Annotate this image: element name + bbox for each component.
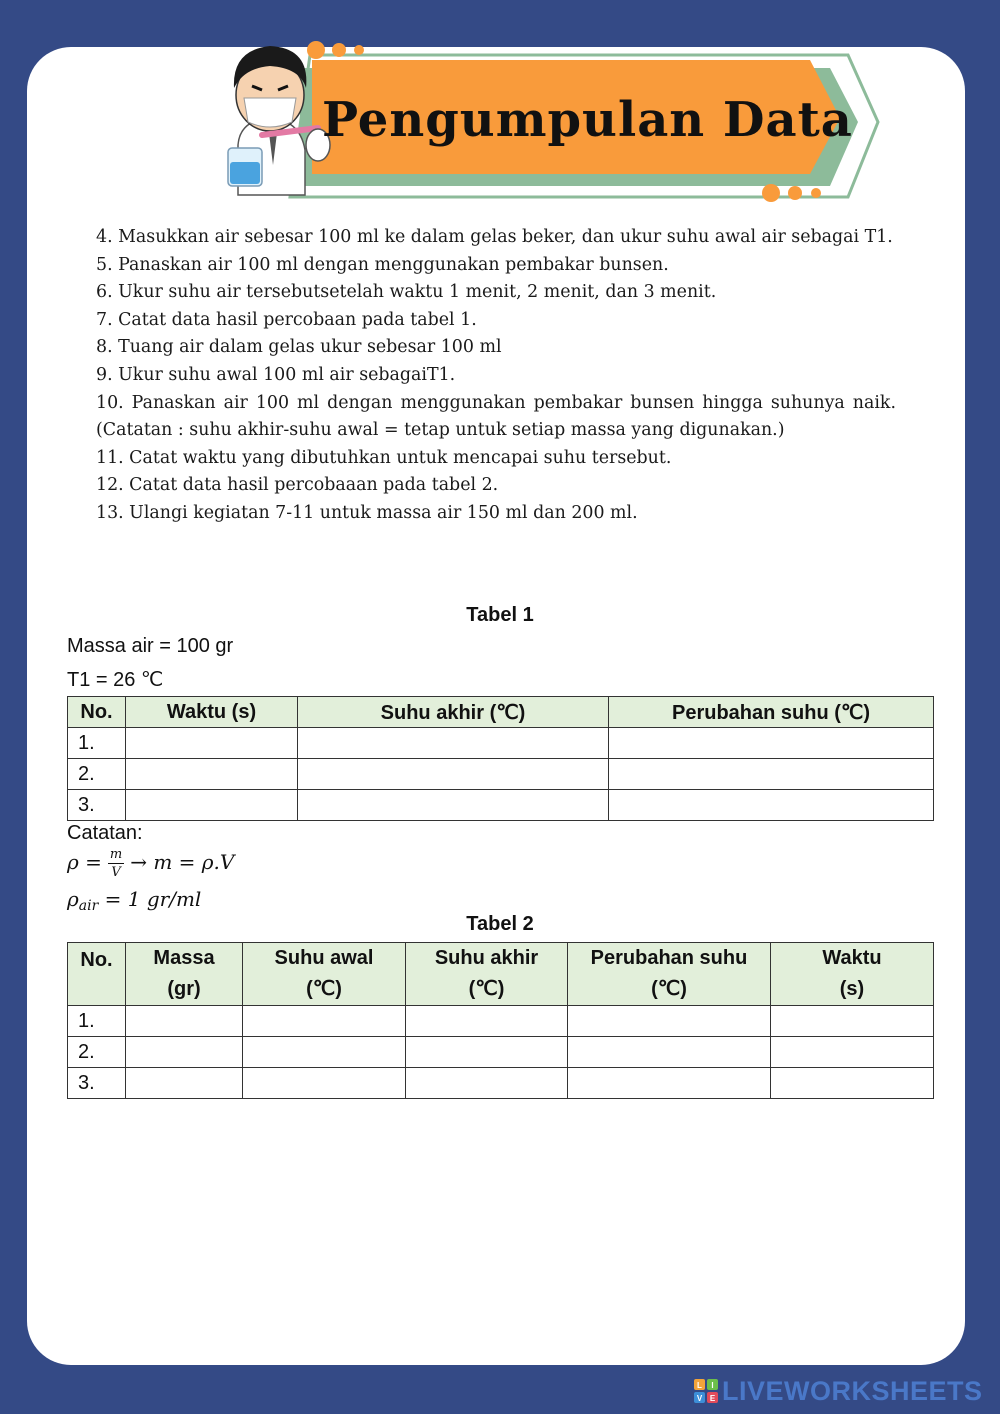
page-title: Pengumpulan Data bbox=[322, 92, 853, 148]
logo-letter: I bbox=[711, 1381, 714, 1390]
table2-header-suhu-awal bbox=[243, 943, 406, 1006]
decor-dot bbox=[811, 188, 821, 198]
table-row bbox=[68, 1006, 934, 1037]
step-item: 13. Ulangi kegiatan 7-11 untuk massa air 150 ml dan 200 ml. bbox=[96, 502, 638, 523]
table2-header-no bbox=[68, 943, 126, 1006]
formula-fraction bbox=[108, 846, 124, 881]
header-unit: (℃) bbox=[651, 978, 687, 1000]
logo-letter: E bbox=[709, 1394, 716, 1403]
step-item: 4. Masukkan air sebesar 100 ml ke dalam gelas beker, dan ukur suhu awal air sebagai T1. bbox=[96, 227, 893, 247]
step-item: 7. Catat data hasil percobaan pada tabel 1. bbox=[96, 309, 477, 330]
step-item: 9. Ukur suhu awal 100 ml air sebagaiT1. bbox=[96, 364, 456, 385]
table1 bbox=[67, 696, 934, 821]
header-line: Perubahan suhu bbox=[590, 947, 748, 969]
water-density bbox=[67, 887, 201, 914]
formula-rho: ρ = bbox=[67, 850, 102, 874]
decor-dot bbox=[788, 186, 802, 200]
table1-header-no: No. bbox=[68, 697, 126, 728]
decor-dot bbox=[762, 184, 780, 202]
table1-t1: T1 = 26 ℃ bbox=[67, 669, 164, 691]
row-number: 2. bbox=[68, 759, 126, 790]
row-number: 3. bbox=[68, 790, 126, 821]
rho-symbol: ρ bbox=[67, 887, 79, 911]
input-cell[interactable] bbox=[771, 1068, 934, 1099]
row-number: 2. bbox=[68, 1037, 126, 1068]
input-cell[interactable] bbox=[243, 1006, 406, 1037]
input-cell[interactable] bbox=[126, 728, 298, 759]
input-cell[interactable] bbox=[771, 1037, 934, 1068]
step-item: 11. Catat waktu yang dibutuhkan untuk mencapai suhu tersebut. bbox=[96, 447, 672, 468]
table1-caption: Tabel 1 bbox=[466, 604, 534, 626]
input-cell[interactable] bbox=[126, 1037, 243, 1068]
input-cell[interactable] bbox=[298, 759, 609, 790]
procedure-steps bbox=[96, 224, 896, 528]
header-line: Waktu bbox=[822, 947, 882, 969]
table-header-row bbox=[68, 943, 934, 1006]
row-number: 1. bbox=[68, 728, 126, 759]
input-cell[interactable] bbox=[609, 728, 934, 759]
step-item: 12. Catat data hasil percobaaan pada tabel 2. bbox=[96, 475, 499, 496]
header-unit: (s) bbox=[839, 978, 865, 1000]
table1-massa: Massa air = 100 gr bbox=[67, 635, 234, 657]
liveworksheets-text: LIVEWORKSHEETS bbox=[722, 1375, 983, 1406]
input-cell[interactable] bbox=[771, 1006, 934, 1037]
header-unit: (gr) bbox=[167, 978, 201, 1000]
input-cell[interactable] bbox=[568, 1006, 771, 1037]
input-cell[interactable] bbox=[298, 790, 609, 821]
liveworksheets-icon bbox=[694, 1379, 718, 1403]
input-cell[interactable] bbox=[126, 790, 298, 821]
table2-caption: Tabel 2 bbox=[466, 913, 534, 935]
input-cell[interactable] bbox=[609, 790, 934, 821]
decor-dot bbox=[332, 43, 346, 57]
header-line: No. bbox=[80, 949, 113, 971]
decor-dot bbox=[354, 45, 364, 55]
header-unit: (℃) bbox=[468, 978, 505, 1000]
input-cell[interactable] bbox=[568, 1037, 771, 1068]
step-item: 5. Panaskan air 100 ml dengan menggunakan pembakar bunsen. bbox=[96, 254, 669, 275]
table-header-row bbox=[68, 697, 934, 728]
step-item: 8. Tuang air dalam gelas ukur sebesar 100 ml bbox=[96, 337, 502, 358]
table2-header-massa bbox=[126, 943, 243, 1006]
table-row bbox=[68, 759, 934, 790]
decor-dot bbox=[307, 41, 325, 59]
table-row bbox=[68, 1037, 934, 1068]
input-cell[interactable] bbox=[243, 1037, 406, 1068]
input-cell[interactable] bbox=[406, 1006, 568, 1037]
table1-header-suhu-akhir: Suhu akhir (℃) bbox=[298, 697, 609, 728]
step-item: 6. Ukur suhu air tersebutsetelah waktu 1 menit, 2 menit, dan 3 menit. bbox=[96, 282, 717, 303]
input-cell[interactable] bbox=[126, 1006, 243, 1037]
input-cell[interactable] bbox=[126, 759, 298, 790]
formula-rest: → m = ρ.V bbox=[130, 850, 235, 874]
fraction-denominator: V bbox=[111, 865, 121, 880]
input-cell[interactable] bbox=[243, 1068, 406, 1099]
density-formula bbox=[67, 846, 234, 881]
table-row bbox=[68, 790, 934, 821]
rho-subscript: air bbox=[78, 898, 99, 914]
table-row bbox=[68, 728, 934, 759]
notes-label: Catatan: bbox=[67, 822, 143, 844]
table1-header-perubahan: Perubahan suhu (℃) bbox=[609, 697, 934, 728]
input-cell[interactable] bbox=[609, 759, 934, 790]
liveworksheets-logo[interactable] bbox=[694, 1377, 983, 1405]
table2 bbox=[67, 942, 934, 1099]
rho-value: = 1 gr/ml bbox=[98, 887, 202, 911]
input-cell[interactable] bbox=[298, 728, 609, 759]
header-line: Suhu akhir bbox=[434, 947, 539, 969]
header-unit: (℃) bbox=[306, 978, 342, 1000]
logo-letter: L bbox=[697, 1381, 702, 1390]
input-cell[interactable] bbox=[406, 1068, 568, 1099]
logo-letter: V bbox=[696, 1394, 703, 1403]
table2-header-waktu bbox=[771, 943, 934, 1006]
header-line: Suhu awal bbox=[274, 947, 374, 969]
input-cell[interactable] bbox=[126, 1068, 243, 1099]
row-number: 1. bbox=[68, 1006, 126, 1037]
step-item: 10. Panaskan air 100 ml dengan menggunakan pembakar bunsen hingga suhunya naik.(Catatan : suhu akhir-suhu awal = tetap untuk setiap massa yang digunakan.) bbox=[96, 392, 896, 441]
input-cell[interactable] bbox=[568, 1068, 771, 1099]
table1-header-waktu: Waktu (s) bbox=[126, 697, 298, 728]
fraction-numerator: m bbox=[109, 847, 123, 862]
row-number: 3. bbox=[68, 1068, 126, 1099]
table2-header-perubahan bbox=[568, 943, 771, 1006]
header-line: Massa bbox=[153, 947, 215, 969]
input-cell[interactable] bbox=[406, 1037, 568, 1068]
table2-header-suhu-akhir bbox=[406, 943, 568, 1006]
table-row bbox=[68, 1068, 934, 1099]
